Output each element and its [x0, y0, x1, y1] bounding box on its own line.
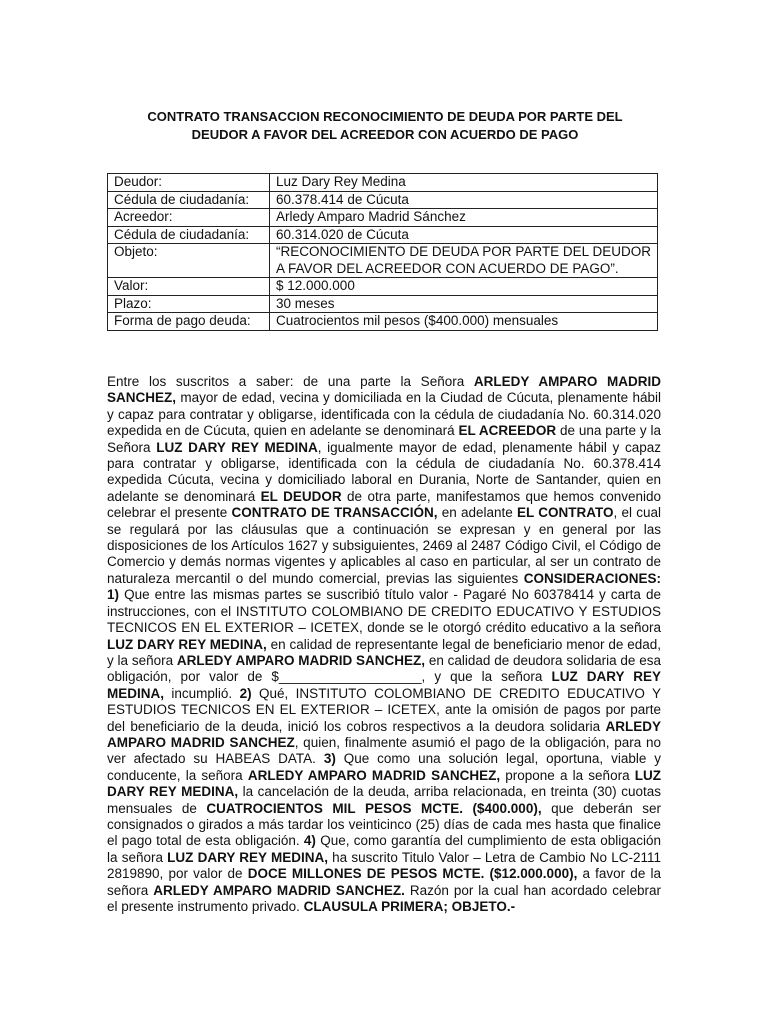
consideration-number: 3) — [323, 751, 336, 767]
body-text: en adelante — [437, 505, 517, 521]
body-text: incumplió. — [164, 685, 240, 701]
body-text: mayor de edad, vecina y domiciliada en la Ciudad de Cúcuta, plenamente hábil y capaz para contratar y obligarse, identificada con la cédula de ciudadanía No. 60.314.020 expedida en de Cúcuta, quien en adelante se denominará — [107, 390, 661, 439]
title-line-2: DEUDOR A FAVOR DEL ACREEDOR CON ACUERDO DE PAGO — [191, 127, 579, 142]
row-value: Cuatrocientos mil pesos ($400.000) mensuales — [270, 313, 658, 331]
creditor-name: ARLEDY AMPARO MADRID SANCHEZ. — [153, 882, 405, 898]
body-text: Que, como garantía del cumplimiento de esta obligación la señora — [107, 833, 662, 865]
row-label: Objeto: — [108, 244, 270, 278]
consideration-number: 4) — [303, 833, 316, 849]
row-label: Valor: — [108, 278, 270, 296]
creditor-name: ARLEDY AMPARO MADRID SANCHEZ, — [176, 652, 426, 668]
body-text: de otra parte, manifestamos que hemos convenido celebrar el presente — [107, 488, 661, 521]
body-text: Razón por la cual han acordado celebrar el presente instrumento privado. — [107, 882, 662, 914]
debtor-name: LUZ DARY REY MEDINA, — [107, 636, 267, 652]
contract-term: EL CONTRATO — [517, 505, 614, 521]
table-row — [108, 226, 658, 244]
table-row — [108, 209, 658, 227]
clause-heading: CLAUSULA PRIMERA; OBJETO.- — [303, 899, 516, 914]
table-row — [108, 295, 658, 313]
table-row — [108, 174, 658, 192]
body-text: , el cual se regulará por las cláusulas que a continuación se expresan y en general por las disposiciones de los Artículos 1627 y subsiguientes, 2469 al 2487 Código Civil, el Código de Comercio y demás normas vigentes y aplicables al caso en particular, al ser un contrato de naturaleza mercantil o del mundo comercial, previas las siguientes — [107, 505, 661, 586]
row-label: Deudor: — [108, 174, 270, 192]
total-amount: DOCE MILLONES DE PESOS MCTE. ($12.000.000), — [247, 866, 578, 882]
row-label: Cédula de ciudadanía: — [108, 191, 270, 209]
body-text: la cancelación de la deuda, arriba relacionada, en treinta (30) cuotas mensuales de — [107, 784, 661, 816]
row-label: Cédula de ciudadanía: — [108, 226, 270, 244]
row-label: Forma de pago deuda: — [108, 313, 270, 331]
contract-summary-table — [107, 173, 658, 331]
row-value: 60.378.414 de Cúcuta — [270, 191, 658, 209]
creditor-name: ARLEDY AMPARO MADRID SANCHEZ, — [247, 767, 501, 783]
title-line-1: CONTRATO TRANSACCION RECONOCIMIENTO DE DEUDA POR PARTE DEL — [147, 109, 623, 124]
body-text: propone a la señora — [500, 767, 635, 783]
row-value: “RECONOCIMIENTO DE DEUDA POR PARTE DEL DEUDOR A FAVOR DEL ACREEDOR CON ACUERDO DE PAGO”. — [270, 244, 658, 278]
row-value: 60.314.020 de Cúcuta — [270, 226, 658, 244]
body-text: , quien, finalmente asumió el pago de la obligación, para no ver afectado su HABEAS DATA. — [107, 734, 661, 767]
body-text: a favor de la señora — [107, 866, 661, 898]
table-row — [108, 313, 658, 331]
debtor-name: LUZ DARY REY MEDINA — [156, 439, 318, 455]
table-row — [108, 244, 658, 278]
contract-type-term: CONTRATO DE TRANSACCIÓN, — [231, 505, 438, 521]
table-row — [108, 278, 658, 296]
body-text: Que como una solución legal, oportuna, viable y conducente, la señora — [107, 751, 661, 783]
body-text: en calidad de representante legal de beneficiario menor de edad, y la señora — [107, 636, 661, 668]
row-value: $ 12.000.000 — [270, 278, 658, 296]
body-text: Entre los suscritos a saber: de una parte la Señora — [107, 374, 474, 389]
row-value: Luz Dary Rey Medina — [270, 174, 658, 192]
contract-body-paragraph — [107, 374, 661, 915]
debtor-name: LUZ DARY REY MEDINA, — [107, 669, 661, 701]
row-value: Arledy Amparo Madrid Sánchez — [270, 209, 658, 227]
body-text: de una parte y la Señora — [107, 423, 661, 455]
debtor-name: LUZ DARY REY MEDINA, — [167, 849, 328, 865]
creditor-name: ARLEDY AMPARO MADRID SANCHEZ, — [107, 374, 661, 406]
debtor-term: EL DEUDOR — [260, 488, 342, 504]
debtor-name: LUZ DARY REY MEDINA, — [107, 767, 661, 800]
body-text: en calidad de deudora solidaria de esa obligación, por valor de $___________________, y que la señora — [107, 652, 661, 685]
creditor-term: EL ACREEDOR — [458, 423, 557, 439]
row-label: Acreedor: — [108, 209, 270, 227]
body-text: , igualmente mayor de edad, plenamente hábil y capaz para contratar y obligarse, identificada con la cédula de ciudadanía No. 60.378.414 expedida Cúcuta, vecina y domiciliado laboral en Durania, Norte de Santander, quien en adelante se denominará — [107, 439, 661, 504]
consideration-number: 2) — [239, 685, 252, 701]
row-label: Plazo: — [108, 295, 270, 313]
body-text: Qué, INSTITUTO COLOMBIANO DE CREDITO EDUCATIVO Y ESTUDIOS TECNICOS EN EL EXTERIOR – ICETEX, ante la omisión de pagos por parte del beneficiario de la deuda, inició los cobros respectivos a la deudora solidaria — [107, 685, 661, 734]
body-text: ha suscrito Titulo Valor – Letra de Cambio No LC-2111 2819890, por valor de — [107, 849, 661, 882]
body-text: Que entre las mismas partes se suscribió título valor - Pagaré No 60378414 y carta de instrucciones, con el INSTITUTO COLOMBIANO DE CREDITO EDUCATIVO Y ESTUDIOS TECNICOS EN EL EXTERIOR – ICETEX, donde se le otorgó crédito educativo a la señora — [107, 587, 661, 636]
body-text: que deberán ser consignados o girados a más tardar los veinticinco (25) días de cada mes hasta que finalice el pago total de esta obligación. — [107, 800, 661, 849]
considerations-heading: CONSIDERACIONES: 1) — [107, 570, 661, 603]
document-title — [100, 108, 670, 144]
creditor-name: ARLEDY AMPARO MADRID SANCHEZ — [107, 718, 661, 750]
installment-amount: CUATROCIENTOS MIL PESOS MCTE. ($400.000), — [206, 800, 542, 816]
row-value: 30 meses — [270, 295, 658, 313]
table-row — [108, 191, 658, 209]
